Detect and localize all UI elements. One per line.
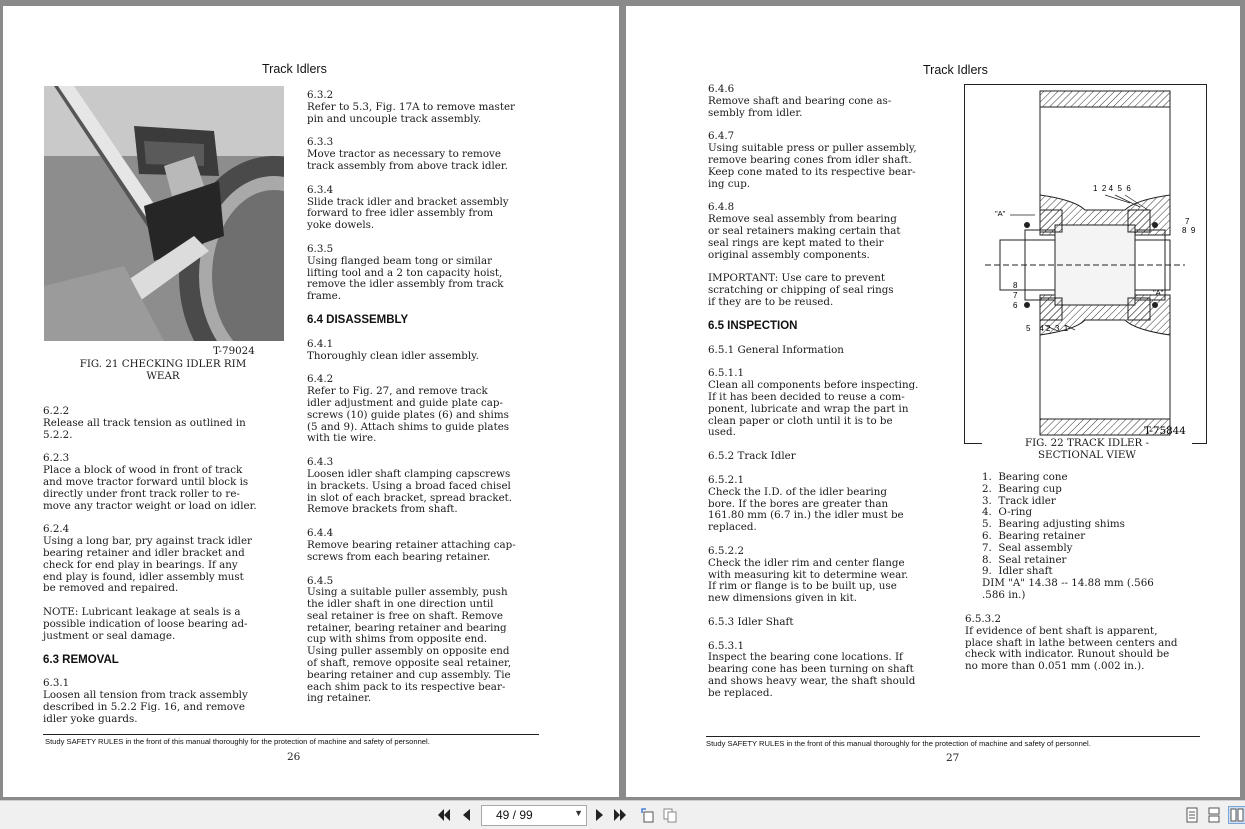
item-text: Slide track idler and bracket assembly forward to free idler assembly from yoke dowels. — [307, 195, 509, 232]
item-number: 6.4.2 — [307, 373, 334, 386]
item-text: Check the I.D. of the idler bearing bore. If the bores are greater than 161.80 mm (6.7 in.) the idler must be replaced. — [708, 485, 904, 534]
item-text: Remove seal assembly from bearing or seal retainers making certain that seal rings are kept mated to their original assembly components. — [708, 213, 901, 261]
figure-code: T-75844 — [1144, 425, 1186, 437]
previous-page-button[interactable] — [458, 807, 474, 823]
section-item — [708, 475, 958, 534]
item-number: 6.3.2 — [307, 89, 334, 101]
section-title: 6.5 INSPECTION — [708, 319, 798, 332]
item-text: If evidence of bent shaft is apparent, place shaft in lathe between centers and check with indicator. Runout should be no more than 0.051 mm (.002 in.). — [965, 624, 1178, 673]
item-number: 6.4.6 — [708, 83, 735, 95]
item-text: Move tractor as necessary to remove track assembly from above track idler. — [307, 148, 508, 172]
section-item — [708, 546, 958, 605]
section-title: 6.4 DISASSEMBLY — [307, 313, 409, 326]
dim-a-left-label: "A" — [995, 209, 1006, 218]
fit-page-button[interactable] — [662, 807, 678, 823]
section-item — [307, 185, 577, 232]
section-item — [307, 576, 577, 706]
section-item — [307, 137, 577, 172]
two-page-icon — [1230, 808, 1244, 822]
legend-item: 9. Idler shaft — [982, 565, 1053, 578]
subsection-title: 6.5.1 General Information — [708, 343, 844, 356]
item-number: 6.4.3 — [307, 456, 334, 469]
single-page-view-button[interactable] — [1184, 807, 1200, 823]
callouts-top: 1 2 4 5 6 — [1093, 184, 1131, 193]
left-page — [3, 6, 619, 797]
section-item — [708, 641, 958, 700]
section-item — [708, 84, 958, 119]
item-number: 6.4.4 — [307, 527, 334, 540]
section-title: 6.3 REMOVAL — [43, 653, 119, 666]
legend-item: 5. Bearing adjusting shims — [982, 518, 1125, 531]
left-column-2 — [307, 90, 577, 717]
item-number: 6.4.5 — [307, 574, 334, 587]
page-header: Track Idlers — [262, 62, 327, 76]
figure-caption: FIG. 21 CHECKING IDLER RIM WEAR — [79, 358, 247, 382]
idler-sectional-drawing — [965, 85, 1206, 443]
footer-divider — [43, 734, 539, 735]
item-number: 6.3.5 — [307, 242, 334, 255]
two-page-view-button[interactable] — [1228, 806, 1245, 824]
section-item — [708, 368, 958, 439]
single-page-icon — [1185, 807, 1199, 823]
chevron-down-icon: ▼ — [574, 808, 583, 818]
item-number: 6.4.8 — [708, 201, 735, 214]
item-text: Thoroughly clean idler assembly. — [307, 349, 479, 362]
footer-divider — [706, 736, 1200, 737]
callout-7: 7 — [1185, 217, 1190, 226]
item-number: 6.3.1 — [43, 677, 70, 690]
item-text: Refer to Fig. 27, and remove track idler adjustment and guide plate cap- screws (10) guide plates (6) and shims (5 and 9). Attach shims to guide plates with tie wire. — [307, 385, 510, 445]
continuous-page-icon — [1207, 807, 1221, 823]
legend-item: 4. O-ring — [982, 506, 1033, 519]
rotate-page-icon — [640, 807, 656, 823]
section-item — [307, 374, 577, 445]
section-item — [43, 524, 303, 595]
subsection-title: 6.5.2 Track Idler — [708, 450, 796, 463]
item-number: 6.2.2 — [43, 405, 70, 417]
legend-item: 3. Track idler — [982, 494, 1056, 507]
photo-image — [44, 86, 284, 341]
item-number: 6.2.3 — [43, 452, 70, 465]
legend-item: 8. Seal retainer — [982, 553, 1067, 566]
item-number: 6.2.4 — [43, 523, 70, 536]
section-item — [708, 131, 958, 190]
callout-8-9: 8 9 — [1182, 226, 1196, 235]
right-column-2 — [965, 614, 1215, 685]
safety-footer: Study SAFETY RULES in the front of this manual thoroughly for the protection of machine and safety of personnel. — [45, 737, 430, 746]
item-number: 6.3.3 — [307, 136, 334, 149]
section-item — [708, 202, 958, 261]
first-page-button[interactable] — [436, 807, 452, 823]
section-item — [307, 90, 577, 125]
item-number: 6.4.7 — [708, 130, 735, 143]
section-item — [307, 339, 577, 363]
next-page-button[interactable] — [592, 807, 608, 823]
legend-item: .586 in.) — [982, 588, 1026, 601]
item-text: Inspect the bearing cone locations. If bearing cone has been turning on shaft and shows heavy wear, the shaft should be replaced. — [708, 651, 916, 699]
section-item — [43, 453, 303, 512]
item-number: 6.5.3.1 — [708, 639, 745, 652]
page-number: 26 — [287, 751, 301, 763]
section-item — [307, 457, 577, 516]
rotate-page-button[interactable] — [640, 807, 656, 823]
legend-item: DIM "A" 14.38 -- 14.88 mm (.566 — [982, 577, 1154, 590]
page-indicator: 49 / 99 — [496, 808, 533, 822]
item-text: Place a block of wood in front of track and move tractor forward until block is directly under front track roller to re- move any tractor weight or load on idler. — [43, 464, 257, 512]
last-page-button[interactable] — [612, 807, 628, 823]
sectional-view-figure — [964, 84, 1207, 444]
page-number: 27 — [946, 752, 960, 764]
legend-item: 6. Bearing retainer — [982, 529, 1086, 542]
legend-item: 7. Seal assembly — [982, 541, 1073, 554]
legend-item: 1. Bearing cone — [982, 471, 1068, 483]
next-page-icon — [594, 808, 606, 822]
item-text: Remove bearing retainer attaching cap- screws from each bearing retainer. — [307, 538, 516, 563]
right-column-1 — [708, 84, 958, 712]
item-text: Using a suitable puller assembly, push the idler shaft in one direction until seal retainer is free on shaft. Remove retainer, bearing retainer and bearing cup with shims from opposite end. Using puller assembly on opposite end of shaft, remove opposite seal retainer, bearing retainer and cup assembly. Tie each shim pack to its respective bear- ing retainer. — [307, 586, 512, 705]
idler-rim-photo — [44, 86, 284, 341]
callout-8-7-6: 8 7 6 — [1013, 281, 1018, 310]
section-item — [965, 614, 1215, 673]
section-item — [307, 528, 577, 563]
previous-page-icon — [460, 808, 472, 822]
item-text: Release all track tension as outlined in 5.2.2. — [43, 416, 246, 441]
safety-footer: Study SAFETY RULES in the front of this manual thoroughly for the protection of machine and safety of personnel. — [706, 739, 1091, 748]
dim-a-right-label: "A" — [1153, 288, 1164, 297]
section-item — [307, 244, 577, 303]
item-text: Using suitable press or puller assembly, remove bearing cones from idler shaft. Keep cone mated to its respective bear- ing cup. — [708, 142, 917, 190]
page-layout-icon — [662, 807, 678, 823]
page-selector[interactable] — [481, 805, 587, 826]
item-number: 6.5.1.1 — [708, 367, 745, 380]
item-text: Using flanged beam tong or similar lifting tool and a 2 ton capacity hoist, remove the idler assembly from track frame. — [307, 254, 504, 303]
item-text: Clean all components before inspecting. If it has been decided to reuse a com- ponent, lubricate and wrap the part in clean paper or cloth until it is to be used. — [708, 379, 919, 439]
note-text: NOTE: Lubricant leakage at seals is a possible indication of loose bearing ad- justment or seal damage. — [43, 606, 248, 642]
viewer-toolbar — [0, 800, 1245, 829]
item-text: Remove shaft and bearing cone as- sembly from idler. — [708, 94, 892, 119]
item-text: Using a long bar, pry against track idler bearing retainer and idler bracket and check for end play in bearings. If any end play is found, idler assembly must be removed and repaired. — [43, 535, 252, 595]
important-note: IMPORTANT: Use care to prevent scratching or chipping of seal rings if they are to be reused. — [708, 272, 894, 308]
continuous-view-button[interactable] — [1206, 807, 1222, 823]
item-text: Check the idler rim and center flange with measuring kit to determine wear. If rim or flange is to be built up, use new dimensions given in kit. — [708, 556, 909, 605]
callouts-bottom: 5 4 2 3 1 — [1026, 324, 1069, 333]
figure-caption: FIG. 22 TRACK IDLER - SECTIONAL VIEW — [982, 437, 1192, 461]
item-text: Refer to 5.3, Fig. 17A to remove master pin and uncouple track assembly. — [307, 100, 515, 125]
right-page — [626, 6, 1240, 797]
last-page-icon — [612, 808, 628, 822]
page-header: Track Idlers — [923, 63, 988, 77]
parts-legend — [982, 472, 1154, 602]
item-text: Loosen idler shaft clamping capscrews in brackets. Using a broad faced chisel in slot of each bracket, spread bracket. Remove brackets from shaft. — [307, 467, 513, 516]
first-page-icon — [436, 808, 452, 822]
item-number: 6.3.4 — [307, 183, 334, 196]
section-item — [43, 406, 303, 441]
section-item — [43, 678, 303, 725]
item-number: 6.5.2.1 — [708, 473, 745, 486]
left-column-1 — [43, 406, 303, 738]
item-text: Loosen all tension from track assembly described in 5.2.2 Fig. 16, and remove idler yoke guards. — [43, 689, 248, 725]
item-number: 6.5.3.2 — [965, 613, 1002, 625]
subsection-title: 6.5.3 Idler Shaft — [708, 615, 794, 628]
item-number: 6.4.1 — [307, 337, 334, 350]
photo-code: T-79024 — [213, 345, 255, 357]
item-number: 6.5.2.2 — [708, 544, 745, 557]
legend-item: 2. Bearing cup — [982, 482, 1062, 495]
